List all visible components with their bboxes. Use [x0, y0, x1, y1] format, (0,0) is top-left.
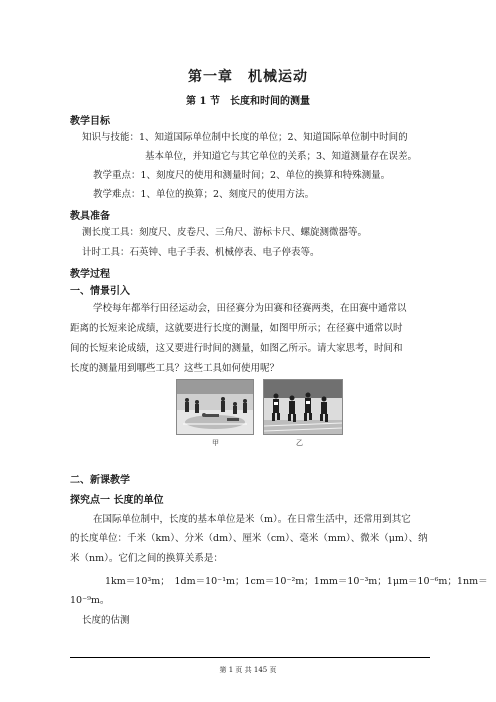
process-heading: 教学过程 — [70, 269, 110, 280]
objectives-line-2: 基本单位，并知道它与其它单位的关系；3、知道测量存在误差。 — [145, 151, 418, 162]
section-title: 第 1 节 长度和时间的测量 — [186, 96, 310, 107]
para1-line-3: 间的长短来论成绩，这又要进行时间的测量，如图乙所示。请大家思考，时间和 — [70, 343, 403, 354]
time-tools: 计时工具：石英钟、电子手表、机械停表、电子停表等。 — [82, 247, 320, 258]
para1-line-1: 学校每年都举行田径运动会，田径赛分为田赛和径赛两类，在田赛中通常以 — [93, 303, 407, 314]
conversion-line-1: 1km＝10³m； 1dm＝10⁻¹m；1cm＝10⁻²m；1mm＝10⁻³m；1μm＝10⁻⁶m；1nm＝ — [105, 576, 488, 587]
long-jump-image — [177, 380, 253, 434]
para2-line-1: 在国际单位制中，长度的基本单位是米（m）。在日常生活中，还常用到其它 — [93, 514, 411, 525]
sprint-image — [264, 380, 342, 434]
long-jump-photo — [176, 379, 254, 435]
difficulties: 教学难点：1、单位的换算；2、刻度尺的使用方法。 — [93, 189, 315, 200]
equipment-heading: 教具准备 — [70, 211, 110, 222]
para1-line-4: 长度的测量用到哪些工具？这些工具如何使用呢？ — [70, 363, 280, 374]
chapter-title: 第一章 机械运动 — [188, 69, 308, 85]
para1-line-2: 距离的长短来论成绩，这就要进行长度的测量，如图甲所示；在径赛中通常以时 — [70, 323, 403, 334]
key-points: 教学重点：1、刻度尺的使用和测量时间；2、单位的换算和特殊测量。 — [93, 170, 391, 181]
caption-a: 甲 — [212, 439, 219, 447]
point1-heading: 探究点一 长度的单位 — [70, 495, 164, 506]
length-tools: 测长度工具：刻度尺、皮卷尺、三角尺、游标卡尺、螺旋测微器等。 — [82, 227, 368, 238]
para2-line-2: 的长度单位：千米（km）、分米（dm）、厘米（cm）、毫米（mm）、微米（μm）、纳 — [70, 533, 428, 544]
estimation-heading: 长度的估测 — [82, 615, 130, 626]
part1-heading: 一、情景引入 — [70, 286, 130, 297]
para2-line-3: 米（nm）。它们之间的换算关系是： — [70, 553, 223, 564]
part2-heading: 二、新课教学 — [70, 475, 130, 486]
sprint-photo — [263, 379, 343, 435]
page-number-footer: 第 1 页 共 145 页 — [219, 666, 277, 674]
footer-divider — [70, 657, 430, 658]
objectives-heading: 教学目标 — [70, 116, 110, 127]
conversion-line-2: 10⁻⁹m。 — [70, 595, 110, 606]
objectives-line-1: 知识与技能：1、知道国际单位制中长度的单位；2、知道国际单位制中时间的 — [82, 132, 408, 143]
caption-b: 乙 — [296, 439, 303, 447]
